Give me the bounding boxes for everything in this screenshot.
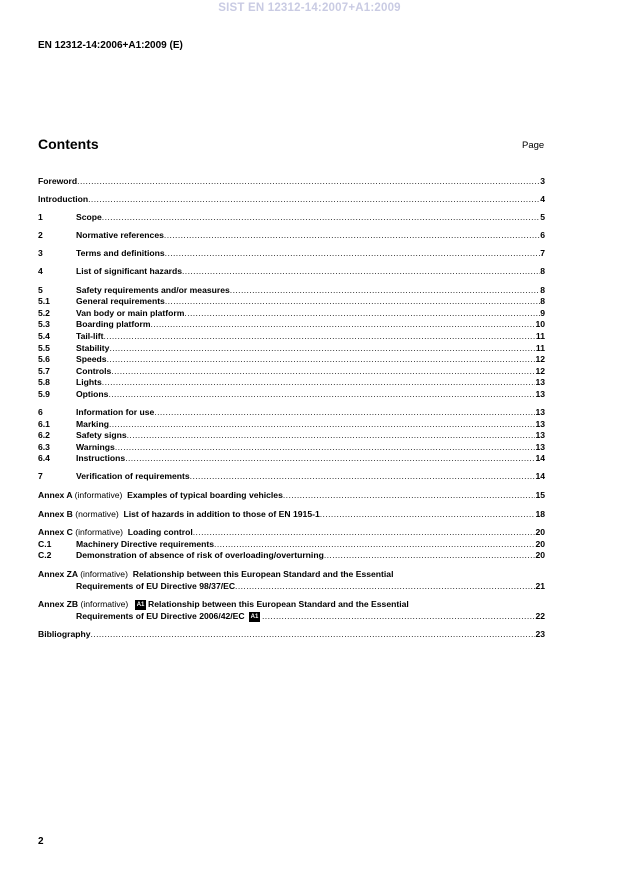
toc-title: Tail-lift bbox=[76, 330, 104, 341]
annex-title: List of hazards in addition to those of EN 1915-1 bbox=[123, 508, 320, 519]
toc-page: 18 bbox=[535, 508, 545, 519]
toc-title: Stability bbox=[76, 342, 110, 353]
toc-title: Warnings bbox=[76, 441, 115, 452]
annex-type: (informative) bbox=[75, 527, 124, 538]
toc-number: 7 bbox=[38, 471, 43, 482]
toc-number: 5.9 bbox=[38, 388, 50, 399]
toc-entry-c-2[interactable] bbox=[38, 550, 545, 562]
toc-title: Boarding platform bbox=[76, 319, 151, 330]
toc-page: 23 bbox=[535, 629, 545, 640]
toc-title: Marking bbox=[76, 418, 109, 429]
toc-title: General requirements bbox=[76, 296, 165, 307]
toc-entry-5-9[interactable] bbox=[38, 389, 545, 401]
toc-page: 4 bbox=[540, 194, 545, 205]
toc-title: Speeds bbox=[76, 354, 107, 365]
toc-title: Introduction bbox=[38, 194, 89, 205]
toc-page: 20 bbox=[535, 527, 545, 538]
toc-page: 12 bbox=[535, 354, 545, 365]
toc-title: Demonstration of absence of risk of overloading/overturning bbox=[76, 550, 324, 561]
annex-title-continued: Requirements of EU Directive 2006/42/EC bbox=[76, 610, 245, 621]
toc-entry-c-1[interactable] bbox=[38, 539, 545, 551]
annex-title: Relationship between this European Standard and the Essential bbox=[132, 569, 394, 580]
toc-number: C.2 bbox=[38, 550, 52, 561]
annex-title: Examples of typical boarding vehicles bbox=[127, 490, 283, 501]
toc-page: 20 bbox=[535, 550, 545, 561]
annex-title: Relationship between this European Standard and the Essential bbox=[148, 599, 409, 610]
toc-page: 12 bbox=[535, 365, 545, 376]
toc-number: 5.1 bbox=[38, 296, 50, 307]
amendment-start-marker-icon: A1 bbox=[136, 601, 145, 608]
toc-entry-normative-references[interactable] bbox=[38, 230, 545, 242]
toc-entry-annex-b[interactable] bbox=[38, 509, 545, 521]
toc-page: 10 bbox=[535, 319, 545, 330]
toc-page: 21 bbox=[535, 580, 545, 591]
toc-number: 6.4 bbox=[38, 453, 50, 464]
annex-label: Annex ZB bbox=[38, 599, 79, 610]
toc-entry-annex-zb-line1[interactable] bbox=[38, 599, 545, 611]
toc-number: 5.7 bbox=[38, 365, 50, 376]
toc-page: 13 bbox=[535, 388, 545, 399]
toc-number: 5.2 bbox=[38, 307, 50, 318]
toc-page: 8 bbox=[540, 266, 545, 277]
annex-type: (informative) bbox=[74, 490, 123, 501]
toc-entry-5-2[interactable] bbox=[38, 308, 545, 320]
toc-number: 6 bbox=[38, 407, 43, 417]
toc-page: 3 bbox=[540, 176, 545, 186]
toc-page: 13 bbox=[535, 441, 545, 452]
document-id: EN 12312-14:2006+A1:2009 (E) bbox=[38, 40, 183, 51]
toc-page: 13 bbox=[535, 418, 545, 429]
toc-number: 5.6 bbox=[38, 354, 50, 365]
toc-entry-annex-c[interactable] bbox=[38, 527, 545, 539]
toc-entry-verification[interactable] bbox=[38, 471, 545, 483]
toc-number: 6.1 bbox=[38, 418, 50, 429]
toc-number: 5.3 bbox=[38, 319, 50, 330]
table-of-contents bbox=[38, 176, 545, 641]
toc-entry-safety-requirements[interactable] bbox=[38, 285, 545, 297]
toc-number: 3 bbox=[38, 248, 43, 259]
toc-page: 13 bbox=[535, 430, 545, 441]
annex-title-continued: Requirements of EU Directive 98/37/EC bbox=[76, 580, 236, 591]
toc-entry-annex-zb-line2[interactable] bbox=[38, 611, 545, 623]
toc-title: Verification of requirements bbox=[76, 471, 190, 482]
toc-entry-annex-za-line2[interactable] bbox=[38, 581, 545, 593]
toc-title: Controls bbox=[76, 365, 112, 376]
toc-entry-5-1[interactable] bbox=[38, 296, 545, 308]
annex-title: Loading control bbox=[127, 527, 193, 538]
toc-number: 5 bbox=[38, 284, 43, 295]
toc-entry-bibliography[interactable] bbox=[38, 629, 545, 641]
toc-entry-annex-a[interactable] bbox=[38, 490, 545, 502]
toc-page: 13 bbox=[535, 377, 545, 388]
watermark: SIST EN 12312-14:2007+A1:2009 bbox=[218, 2, 401, 14]
toc-title: Van body or main platform bbox=[76, 307, 185, 318]
annex-type: (informative) bbox=[80, 599, 129, 610]
toc-page: 8 bbox=[540, 296, 545, 307]
toc-page: 7 bbox=[540, 248, 545, 259]
toc-page: 22 bbox=[535, 610, 545, 621]
toc-entry-6-3[interactable] bbox=[38, 442, 545, 454]
toc-entry-foreword[interactable] bbox=[38, 176, 545, 188]
toc-number: C.1 bbox=[38, 538, 52, 549]
annex-type: (informative) bbox=[80, 569, 128, 580]
annex-label: Annex B bbox=[38, 508, 73, 519]
toc-page: 20 bbox=[535, 538, 545, 549]
toc-title: Safety signs bbox=[76, 430, 127, 441]
toc-page: 13 bbox=[535, 407, 545, 417]
toc-page: 15 bbox=[535, 490, 545, 501]
toc-entry-6-2[interactable] bbox=[38, 430, 545, 442]
toc-entry-5-3[interactable] bbox=[38, 319, 545, 331]
toc-page: 5 bbox=[540, 212, 545, 223]
toc-number: 5.4 bbox=[38, 330, 50, 341]
toc-entry-scope[interactable] bbox=[38, 212, 545, 224]
toc-number: 6.2 bbox=[38, 430, 50, 441]
toc-number: 4 bbox=[38, 266, 43, 277]
toc-title: Foreword bbox=[38, 176, 78, 186]
toc-title: Options bbox=[76, 388, 109, 399]
toc-number: 1 bbox=[38, 212, 43, 223]
toc-page: 11 bbox=[535, 330, 545, 341]
toc-title: Lights bbox=[76, 377, 102, 388]
toc-page: 6 bbox=[540, 230, 545, 241]
toc-number: 5.5 bbox=[38, 342, 50, 353]
toc-entry-5-4[interactable] bbox=[38, 331, 545, 343]
toc-number: 6.3 bbox=[38, 441, 50, 452]
toc-title: List of significant hazards bbox=[76, 266, 183, 277]
toc-entry-information-for-use[interactable] bbox=[38, 407, 545, 419]
annex-label: Annex A bbox=[38, 490, 73, 501]
annex-label: Annex ZA bbox=[38, 569, 78, 580]
toc-title: Normative references bbox=[76, 230, 164, 241]
toc-entry-5-8[interactable] bbox=[38, 377, 545, 389]
toc-entry-5-5[interactable] bbox=[38, 343, 545, 355]
toc-title: Terms and definitions bbox=[76, 248, 165, 259]
toc-number: 5.8 bbox=[38, 377, 50, 388]
toc-entry-5-6[interactable] bbox=[38, 354, 545, 366]
toc-entry-introduction[interactable] bbox=[38, 194, 545, 206]
annex-label: Annex C bbox=[38, 527, 73, 538]
page-column-label: Page bbox=[522, 140, 545, 151]
toc-page: 14 bbox=[535, 453, 545, 464]
contents-title: Contents bbox=[38, 136, 99, 152]
toc-entry-6-4[interactable] bbox=[38, 453, 545, 465]
toc-page: 8 bbox=[540, 284, 545, 295]
toc-title: Information for use bbox=[76, 407, 155, 417]
toc-entry-hazards[interactable] bbox=[38, 266, 545, 278]
toc-page: 11 bbox=[535, 342, 545, 353]
toc-title: Bibliography bbox=[38, 629, 91, 640]
toc-entry-annex-za-line1[interactable] bbox=[38, 569, 545, 581]
toc-title: Safety requirements and/or measures bbox=[76, 284, 230, 295]
amendment-end-marker-icon: A1 bbox=[250, 613, 259, 620]
toc-entry-6-1[interactable] bbox=[38, 419, 545, 431]
annex-type: (normative) bbox=[75, 508, 119, 519]
toc-page: 14 bbox=[535, 471, 545, 482]
page-number: 2 bbox=[38, 836, 44, 847]
toc-entry-terms[interactable] bbox=[38, 248, 545, 260]
toc-title: Instructions bbox=[76, 453, 126, 464]
toc-page: 9 bbox=[540, 307, 545, 318]
toc-entry-5-7[interactable] bbox=[38, 366, 545, 378]
toc-title: Machinery Directive requirements bbox=[76, 538, 215, 549]
toc-number: 2 bbox=[38, 230, 43, 241]
toc-title: Scope bbox=[76, 212, 102, 223]
